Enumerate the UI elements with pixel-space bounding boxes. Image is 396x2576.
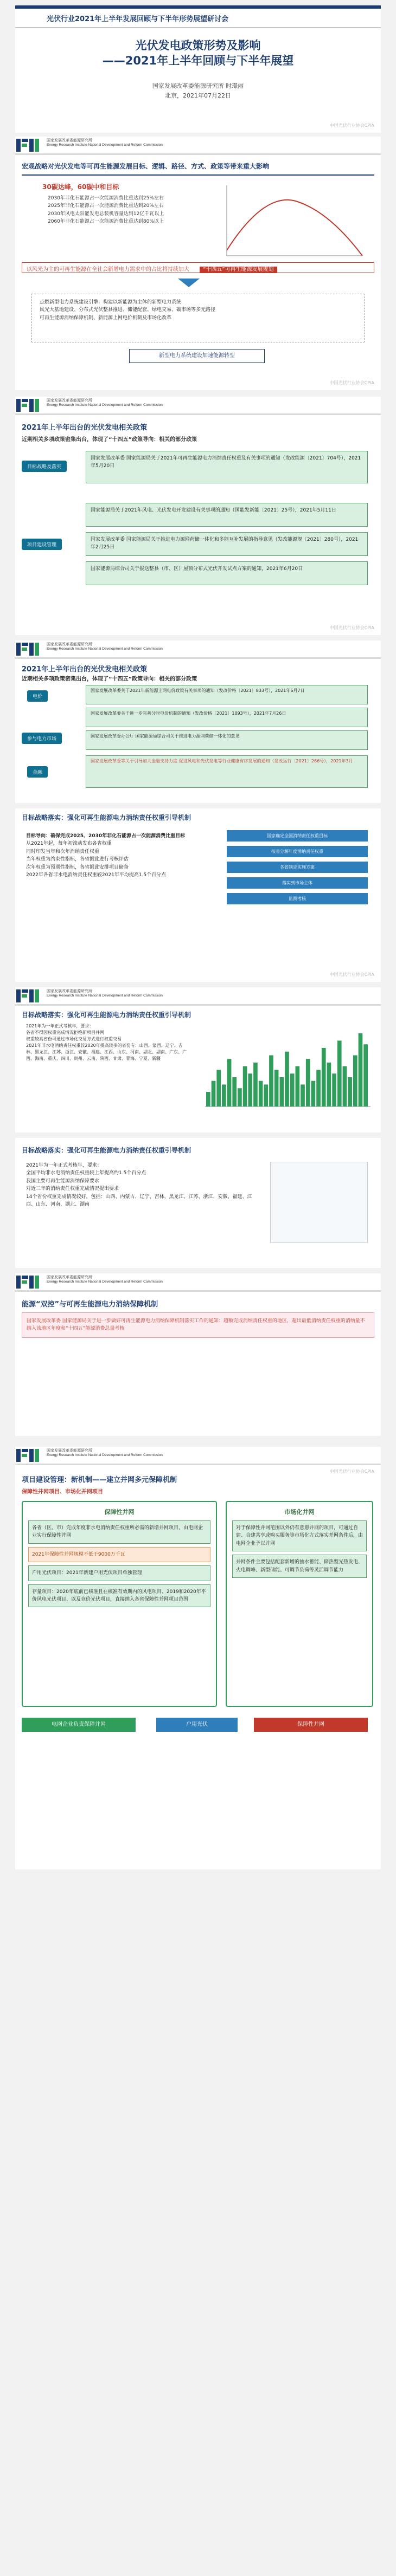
- tag-finance: 金融: [27, 766, 48, 778]
- slide-header: [15, 137, 381, 155]
- policy-text: 国家发展改革委关于2021年新能源上网电价政策有关事项的通知（发改价格〔2021〕833号），2021年6月7日: [91, 688, 305, 693]
- slide-heading: 宏观战略对光伏发电等可再生能源发展目标、逻辑、路径、方式、政策等带来重大影响: [22, 163, 270, 170]
- path-line: 风光大基地建设、分布式光伏整县推进、储能配套、绿电交易、碳市场等多元路径: [40, 307, 216, 313]
- slide-sub: 保障性并网项目、市场化并网项目: [22, 1489, 103, 1495]
- panel-item: 户用光伏项目：2021年新建户用光伏项目单独管理: [28, 1565, 210, 1581]
- brand-cn: 国家发展改革委能源研究所: [47, 1275, 92, 1279]
- target-line: 2030年非化石能源占一次能源消费比重达到25%左右: [48, 196, 164, 201]
- policy-item: [86, 708, 368, 727]
- slide-quota-1: [15, 808, 381, 982]
- slide-sub: 近期相关多项政策密集出台，体现了“十四五”政策导向：相关的部分政策: [22, 676, 197, 682]
- tag-price: 电价: [27, 690, 48, 702]
- guaranteed-box: 保障性并网: [254, 1718, 368, 1732]
- quota-line: 全国平均非水电消纳责任权重较上年提高约1.5个百分点: [26, 1170, 146, 1176]
- eri-logo-icon: [15, 987, 44, 1005]
- chart-bar: [212, 1081, 216, 1106]
- eri-logo-icon: [15, 137, 44, 154]
- slide-heading: 目标战略落实：强化可再生能源电力消纳责任权重引导机制: [22, 1011, 191, 1019]
- market-grid-panel: [226, 1501, 373, 1707]
- slide-heading: 能源“双控”与可再生能源电力消纳保障机制: [22, 1300, 158, 1309]
- chart-bar: [269, 1056, 273, 1107]
- quota-line: 各省不得因权重完成情况拒绝新项目并网: [26, 1030, 104, 1035]
- watermark: 中国光伏行业协会CPIA: [329, 625, 374, 630]
- cover-title: 光伏发电政策形势及影响: [135, 39, 261, 52]
- chart-bar: [253, 1063, 258, 1106]
- flow-step: 各省制定实施方案: [227, 862, 368, 873]
- quota-line: 2021年非水电消纳责任权重较2020年提高较多的省份有：山西、蒙西、辽宁、吉林、黑龙江、江苏、浙江、安徽、福建、江西、山东、河南、湖北、湖南、广东、广西、海南、重庆、四川、贵州、云南、陕西、甘肃、青海、宁夏、新疆: [26, 1043, 187, 1061]
- quota-lines: [26, 832, 200, 879]
- target-box: [31, 182, 194, 258]
- brand-en: Energy Research Institute National Development and Reform Commission: [47, 143, 163, 147]
- policy-text: 国家发展改革委关于进一步完善分时电价机制的通知（发改价格〔2021〕1093号），2021年7月26日: [91, 711, 286, 716]
- plan-banner: “十四五”可再生能源发展规划: [200, 267, 277, 273]
- target-lines: [48, 195, 194, 226]
- watermark: 中国光伏行业协会CPIA: [329, 380, 374, 385]
- policy-text: 国家发展改革委 国家能源局关于2021年可再生能源电力消纳责任权重及有关事项的通知（发改能源〔2021〕704号），2021年5月20日: [91, 456, 361, 469]
- cover-slide: [15, 5, 381, 133]
- panel-title: 保障性并网: [104, 1509, 135, 1516]
- slide-heading: 2021年上半年出台的光伏发电相关政策: [22, 665, 148, 674]
- chart-bar: [363, 1044, 368, 1106]
- quota-line: 权重较高省份可通过市场化交易方式进行权重交易: [26, 1037, 122, 1041]
- chart-bar: [279, 1077, 284, 1106]
- slide-quota-3: [15, 1138, 381, 1268]
- quota-line: 2021年为一年正式考核年，要求：: [26, 1024, 94, 1028]
- footer-box: 新型电力系统建设加速能源转型: [129, 349, 265, 363]
- quota-line: 2022年各省非水电消纳责任权重较2021年平均提高1.5个百分点: [26, 872, 167, 878]
- slide-policies-1: [15, 397, 381, 635]
- chart-bar: [327, 1063, 331, 1106]
- flow-step: 国家确定全国消纳责任权重目标: [227, 830, 368, 842]
- policy-item: [86, 503, 368, 527]
- quota-line: 同时印发当年和次年消纳责任权重: [26, 849, 100, 855]
- down-arrow-icon: [178, 279, 200, 287]
- flow-step: 按省分解年度消纳责任权重: [227, 846, 368, 857]
- slide-heading: 目标战略落实：强化可再生能源电力消纳责任权重引导机制: [22, 814, 191, 821]
- slide-header: [15, 808, 381, 825]
- brand-cn: 国家发展改革委能源研究所: [47, 1448, 92, 1453]
- slide-heading: 项目建设管理：新机制——建立并网多元保障机制: [22, 1476, 177, 1484]
- path-box: [31, 294, 365, 342]
- target-line: 2025年非化石能源占一次能源消费比重达到20%左右: [48, 203, 164, 209]
- chart-bar: [348, 1077, 352, 1106]
- quota-lines: [26, 1023, 189, 1062]
- chart-bar: [316, 1070, 321, 1107]
- policy-text: 国家发展改革委办公厅 国家能源局综合司关于推进电力源网荷储一体化的意见: [91, 734, 240, 739]
- quota-line: 当年权重为约束性指标，各省据此进行考核评估: [26, 857, 129, 863]
- slide-quota-2: [15, 987, 381, 1132]
- province-quota-chart: [200, 1025, 373, 1117]
- policy-item: [86, 451, 368, 483]
- map-placeholder-image: [270, 1162, 368, 1243]
- policy-item: [86, 755, 368, 788]
- watermark: 中国光伏行业协会CPIA: [329, 123, 374, 128]
- heading-rule: [22, 174, 374, 176]
- brand-en: Energy Research Institute National Development and Reform Commission: [47, 647, 163, 651]
- chart-bar: [285, 1052, 289, 1106]
- slide-grid: [15, 1447, 381, 1869]
- flow-step: 监测考核: [227, 893, 368, 904]
- household-box: 户用光伏: [156, 1718, 238, 1732]
- policy-text: 国家能源局关于2021年风电、光伏发电开发建设有关事项的通知（国能发新能〔2021〕25号），2021年5月11日: [91, 508, 336, 513]
- chart-bar: [232, 1077, 237, 1106]
- quota-flow: [227, 830, 368, 904]
- chart-bar: [227, 1059, 232, 1106]
- panel-item: 存量项目：2020年底前已核准且在核准有效期内的风电项目、2019和2020年平价风电光伏项目、以及竞价光伏项目，直接纳入各省保障性并网项目范围: [28, 1584, 210, 1608]
- target-title: 30碳达峰，60碳中和目标: [42, 183, 119, 191]
- divider: [15, 27, 381, 28]
- eri-logo-icon: [15, 1447, 44, 1464]
- target-line: 2030年风电太阳能发电总装机容量达到12亿千瓦以上: [48, 211, 164, 217]
- quota-line: 2021年为一年正式考核年，要求：: [26, 1163, 102, 1168]
- policy-text: 国家发展改革委等关于引导加大金融支持力度 促进风电和光伏发电等行业健康有序发展的通知（发改运行〔2021〕266号），2021年3月: [91, 759, 353, 763]
- chart-bar: [306, 1059, 310, 1106]
- policy-item: [86, 730, 368, 750]
- panel-item: 并网条件主要包括配套新增的抽水蓄能、储热型光热发电、火电调峰、新型储能、可调节负荷等灵活调节能力: [232, 1555, 367, 1578]
- chart-bar: [359, 1033, 363, 1106]
- chart-bar: [332, 1073, 336, 1106]
- chart-bar: [353, 1056, 357, 1107]
- watermark: 中国光伏行业协会CPIA: [329, 972, 374, 977]
- quota-line: 从2021年起，每年初滚动发布各省权重: [26, 841, 112, 847]
- target-line: 2060年非化石能源占一次能源消费比重达到80%以上: [48, 219, 164, 225]
- chart-bar: [337, 1041, 342, 1107]
- slide-header: [15, 640, 381, 659]
- grid-company-box: 电网企业负责保障并网: [22, 1718, 136, 1732]
- policy-item: [86, 685, 368, 704]
- chart-bar: [243, 1066, 247, 1106]
- emission-curve-icon: [221, 180, 368, 261]
- guaranteed-grid-panel: [22, 1501, 217, 1707]
- slide-policies-2: [15, 640, 381, 803]
- eri-logo-icon: [15, 1273, 44, 1291]
- chart-bar: [301, 1085, 305, 1107]
- quota-line: 目标导向：确保完成2025、2030年非化石能源占一次能源消费比重目标: [26, 833, 186, 839]
- chart-bar: [311, 1081, 316, 1106]
- panel-item: 各省（区、市）完成年度非水电消纳责任权重所必需的新增并网项目，由电网企业实行保障性并网: [28, 1520, 210, 1544]
- watermark: 中国光伏行业协会CPIA: [329, 1469, 374, 1474]
- cover-date: 北京，2021年07月22日: [165, 92, 231, 99]
- brand-en: Energy Research Institute National Development and Reform Commission: [47, 403, 163, 407]
- quota-line: 对近三年的消纳责任权重完成情况提出要求: [26, 1186, 119, 1192]
- slide-header: [15, 987, 381, 1006]
- chart-bar: [238, 1088, 242, 1106]
- policy-text: 国家发展改革委 国家能源局关于推进电力源网荷储一体化和多能互补发展的指导意见（发改能源规〔2021〕280号），2021年2月25日: [91, 537, 359, 551]
- chart-bar: [274, 1070, 279, 1107]
- slide-strategy: [15, 137, 381, 390]
- flow-step: 落实到市场主体: [227, 877, 368, 889]
- slide-header: [15, 397, 381, 415]
- chart-bar: [206, 1092, 210, 1106]
- chart-bar: [322, 1048, 326, 1106]
- chart-bar: [216, 1070, 221, 1107]
- chart-bar: [290, 1073, 295, 1106]
- slide-header: [15, 1273, 381, 1292]
- slide-heading: 目标战略落实：强化可再生能源电力消纳责任权重引导机制: [22, 1147, 191, 1154]
- brand-en: Energy Research Institute National Development and Reform Commission: [47, 1453, 163, 1457]
- quota-lines: [26, 1162, 259, 1208]
- chart-bar: [222, 1085, 226, 1107]
- slide-header: [15, 1447, 381, 1465]
- policy-text: 国家能源局综合司关于报送整县（市、区）屋顶分布式光伏开发试点方案的通知，2021年6月20日: [91, 566, 303, 572]
- brand-cn: 国家发展改革委能源研究所: [47, 138, 92, 143]
- chart-bar: [264, 1085, 268, 1107]
- slide-dual-control: [15, 1273, 381, 1436]
- meeting-title: 光伏行业2021年上半年发展回顾与下半年形势展望研讨会: [47, 15, 229, 23]
- path-line: 点燃新型电力系统建设引擎：构建以新能源为主体的新型电力系统: [40, 300, 182, 305]
- chart-bar: [296, 1066, 300, 1106]
- eri-logo-icon: [15, 397, 44, 414]
- quota-line: 14个省份权重完成情况较好，包括：山西、内蒙古、辽宁、吉林、黑龙江、江苏、浙江、安徽、福建、江西、山东、河南、湖北、湖南: [26, 1194, 252, 1207]
- brand-cn: 国家发展改革委能源研究所: [47, 642, 92, 646]
- brand-cn: 国家发展改革委能源研究所: [47, 398, 92, 403]
- emphasis-text: 以风光为主的可再生能源在全社会新增电力需求中的占比将持续加大: [27, 267, 189, 273]
- eri-logo-icon: [15, 640, 44, 658]
- chart-bar: [248, 1073, 252, 1106]
- quota-line: 次年权重为预期性指标，各省据此安排项目储备: [26, 864, 129, 870]
- slide-sub: 近期相关多项政策密集出台，体现了“十四五”政策导向：相关的部分政策: [22, 437, 197, 443]
- tag-market: 参与电力市场: [22, 733, 62, 744]
- panel-item: 对于保障性并网范围以外仍有意愿并网的项目，可通过自建、合建共享或购买服务等市场化方式落实并网条件后，由电网企业予以并网: [232, 1520, 367, 1551]
- brand-cn: 国家发展改革委能源研究所: [47, 989, 92, 993]
- panel-item: 2021年保障性并网规模不低于9000万千瓦: [28, 1547, 210, 1562]
- brand-en: Energy Research Institute National Development and Reform Commission: [47, 994, 163, 998]
- emphasis-line: [22, 262, 374, 273]
- chart-bar: [343, 1066, 347, 1106]
- brand-en: Energy Research Institute National Development and Reform Commission: [47, 1280, 163, 1284]
- policy-item: [86, 561, 368, 585]
- panel-title: 市场化并网: [284, 1509, 315, 1516]
- slide-heading: 2021年上半年出台的光伏发电相关政策: [22, 424, 148, 432]
- cover-subtitle: ——2021年上半年回顾与下半年展望: [102, 54, 294, 67]
- quota-line: 我国主要可再生能源消纳保障要求: [26, 1178, 100, 1184]
- policy-item: [86, 532, 368, 556]
- path-line: 可再生能源消纳保障机制、新能源上网电价机制及市场化改革: [40, 315, 172, 321]
- tag-projects: 项目建设管理: [22, 539, 62, 550]
- notice-box: 国家发展改革委 国家能源局关于进一步做好可再生能源电力消纳保障机制落实工作的通知：超额完成消纳责任权重的地区，超出最低消纳责任权重的消纳量不纳入该地区年度和“十四五”能源消费总量考核: [22, 1312, 374, 1338]
- tag-targets: 目标战略及落实: [22, 461, 67, 472]
- chart-bar: [259, 1081, 263, 1106]
- cover-org: 国家发展改革委能源研究所 时璟丽: [152, 82, 244, 89]
- cover-top-rule: [15, 5, 381, 9]
